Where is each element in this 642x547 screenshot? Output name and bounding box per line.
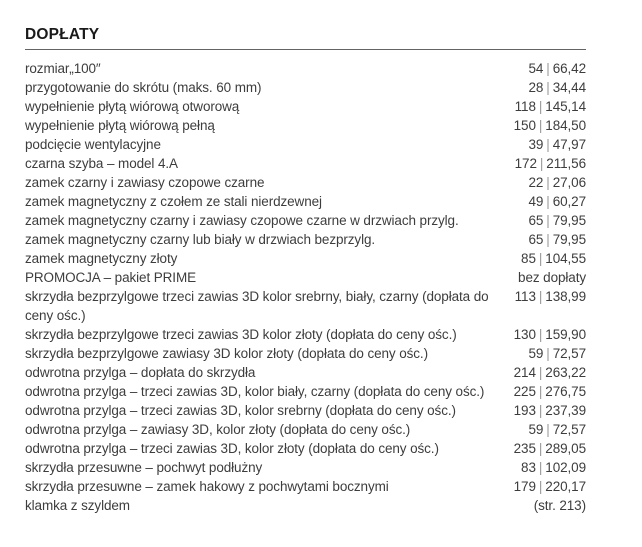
item-price — [534, 496, 586, 515]
table-row — [25, 211, 586, 230]
price-gross: 145,14 — [545, 99, 586, 114]
price-gross: 263,22 — [545, 365, 586, 380]
table-row — [25, 268, 586, 287]
table-row — [25, 477, 586, 496]
price-net: 22 — [528, 175, 544, 190]
price-gross: 79,95 — [552, 232, 586, 247]
item-price — [521, 249, 586, 268]
price-gross: 104,55 — [545, 251, 586, 266]
price-net: 130 — [513, 327, 536, 342]
item-price — [514, 382, 586, 401]
item-price — [514, 401, 586, 420]
table-row — [25, 154, 586, 173]
item-price — [528, 192, 586, 211]
price-net: 214 — [513, 365, 536, 380]
price-gross: 220,17 — [545, 479, 586, 494]
table-row — [25, 97, 586, 116]
price-separator: | — [546, 346, 550, 361]
price-separator: | — [538, 460, 543, 475]
table-row — [25, 401, 586, 420]
item-price — [514, 325, 586, 344]
table-row — [25, 363, 586, 382]
surcharge-table — [25, 59, 586, 515]
price-gross: 102,09 — [545, 460, 586, 475]
price-net: 225 — [513, 384, 536, 399]
price-gross: 72,57 — [552, 422, 586, 437]
item-note: (str. 213) — [533, 498, 586, 513]
price-separator: | — [538, 251, 543, 266]
item-price — [515, 154, 586, 173]
table-row — [25, 382, 586, 401]
price-gross: 66,42 — [552, 61, 586, 76]
price-separator: | — [546, 232, 550, 247]
price-net: 28 — [528, 80, 544, 95]
price-net: 59 — [528, 422, 544, 437]
price-net: 54 — [528, 61, 544, 76]
price-gross: 138,99 — [545, 289, 586, 304]
item-label: skrzydła bezprzylgowe trzeci zawias 3D kolor srebrny, biały, czarny (dopłata do ceny ośc.) — [25, 289, 489, 323]
table-row — [25, 230, 586, 249]
item-label: skrzydła bezprzylgowe trzeci zawias 3D kolor złoty (dopłata do ceny ośc.) — [25, 327, 457, 342]
page-title: DOPŁATY — [25, 26, 100, 43]
table-row — [25, 78, 586, 97]
price-separator: | — [538, 403, 543, 418]
item-label: skrzydła przesuwne – pochwyt podłużny — [25, 460, 263, 475]
price-gross: 159,90 — [545, 327, 586, 342]
table-row — [25, 192, 586, 211]
price-net: 65 — [528, 232, 544, 247]
price-net: 65 — [528, 213, 544, 228]
item-price — [528, 420, 586, 439]
item-label: odwrotna przylga – zawiasy 3D, kolor złoty (dopłata do ceny ośc.) — [25, 422, 411, 437]
item-label: zamek magnetyczny z czołem ze stali nierdzewnej — [25, 194, 322, 209]
price-gross: 72,57 — [552, 346, 586, 361]
price-net: 39 — [528, 137, 544, 152]
item-note: bez dopłaty — [518, 270, 586, 285]
price-separator: | — [546, 213, 550, 228]
item-price — [528, 78, 586, 97]
price-net: 179 — [513, 479, 536, 494]
table-row — [25, 135, 586, 154]
table-row — [25, 116, 586, 135]
item-label: PROMOCJA – pakiet PRIME — [25, 270, 196, 285]
item-price — [514, 477, 586, 496]
item-label: zamek magnetyczny złoty — [25, 251, 178, 266]
item-price — [528, 173, 586, 192]
item-label: odwrotna przylga – trzeci zawias 3D, kolor biały, czarny (dopłata do ceny ośc.) — [25, 384, 485, 399]
price-gross: 34,44 — [552, 80, 586, 95]
item-label: skrzydła przesuwne – zamek hakowy z pochwytami bocznymi — [25, 479, 389, 494]
price-net: 113 — [514, 289, 536, 304]
item-label: rozmiar„100″ — [25, 61, 101, 76]
table-row — [25, 249, 586, 268]
price-separator: | — [538, 289, 543, 304]
item-price — [521, 458, 586, 477]
price-gross: 237,39 — [545, 403, 586, 418]
price-gross: 60,27 — [552, 194, 586, 209]
item-label: skrzydła bezprzylgowe zawiasy 3D kolor złoty (dopłata do ceny ośc.) — [25, 346, 428, 361]
item-label: przygotowanie do skrótu (maks. 60 mm) — [25, 80, 262, 95]
table-row — [25, 439, 586, 458]
item-label: czarna szyba – model 4.A — [25, 156, 178, 171]
item-label: zamek magnetyczny czarny i zawiasy czopowe czarne w drzwiach przylg. — [25, 213, 459, 228]
price-separator: | — [538, 118, 543, 133]
item-label: klamka z szyldem — [25, 498, 130, 513]
price-separator: | — [546, 137, 550, 152]
price-separator: | — [546, 175, 550, 190]
item-price — [514, 363, 586, 382]
price-net: 83 — [521, 460, 536, 475]
table-row — [25, 458, 586, 477]
table-row — [25, 59, 586, 78]
price-net: 59 — [528, 346, 544, 361]
table-row — [25, 420, 586, 439]
price-net: 172 — [514, 156, 537, 171]
item-price — [528, 230, 586, 249]
price-gross: 27,06 — [552, 175, 586, 190]
table-row — [25, 496, 586, 515]
price-gross: 79,95 — [552, 213, 586, 228]
price-separator: | — [546, 80, 550, 95]
item-label: podcięcie wentylacyjne — [25, 137, 161, 152]
item-label: zamek czarny i zawiasy czopowe czarne — [25, 175, 265, 190]
price-separator: | — [538, 384, 543, 399]
item-price — [518, 268, 586, 287]
price-separator: | — [538, 99, 543, 114]
item-label: zamek magnetyczny czarny lub biały w drzwiach bezprzylg. — [25, 232, 376, 247]
price-separator: | — [546, 422, 550, 437]
price-separator: | — [546, 61, 550, 76]
price-net: 150 — [513, 118, 536, 133]
title-divider — [25, 49, 586, 50]
item-label: wypełnienie płytą wiórową pełną — [25, 118, 215, 133]
price-separator: | — [538, 479, 543, 494]
table-row — [25, 173, 586, 192]
item-price — [514, 439, 586, 458]
price-gross: 184,50 — [545, 118, 586, 133]
item-label: odwrotna przylga – trzeci zawias 3D, kolor srebrny (dopłata do ceny ośc.) — [25, 403, 456, 418]
price-gross: 276,75 — [545, 384, 586, 399]
price-separator: | — [539, 156, 544, 171]
price-separator: | — [538, 365, 543, 380]
item-price — [515, 97, 586, 116]
price-net: 49 — [528, 194, 544, 209]
item-label: odwrotna przylga – dopłata do skrzydła — [25, 365, 256, 380]
item-price — [528, 135, 586, 154]
price-gross: 47,97 — [552, 137, 586, 152]
price-gross: 211,56 — [546, 156, 586, 171]
price-net: 85 — [521, 251, 536, 266]
price-gross: 289,05 — [545, 441, 586, 456]
price-separator: | — [546, 194, 550, 209]
price-separator: | — [538, 327, 543, 342]
price-net: 193 — [513, 403, 536, 418]
item-price — [528, 211, 586, 230]
price-net: 118 — [514, 99, 536, 114]
table-row — [25, 344, 586, 363]
item-price — [515, 287, 586, 306]
price-net: 235 — [513, 441, 536, 456]
item-label: wypełnienie płytą wiórową otworową — [25, 99, 240, 114]
table-row — [25, 325, 586, 344]
item-price — [528, 344, 586, 363]
table-row — [25, 287, 586, 325]
item-label: odwrotna przylga – trzeci zawias 3D, kolor złoty (dopłata do ceny ośc.) — [25, 441, 439, 456]
price-separator: | — [538, 441, 543, 456]
item-price — [514, 116, 586, 135]
item-price — [528, 59, 586, 78]
